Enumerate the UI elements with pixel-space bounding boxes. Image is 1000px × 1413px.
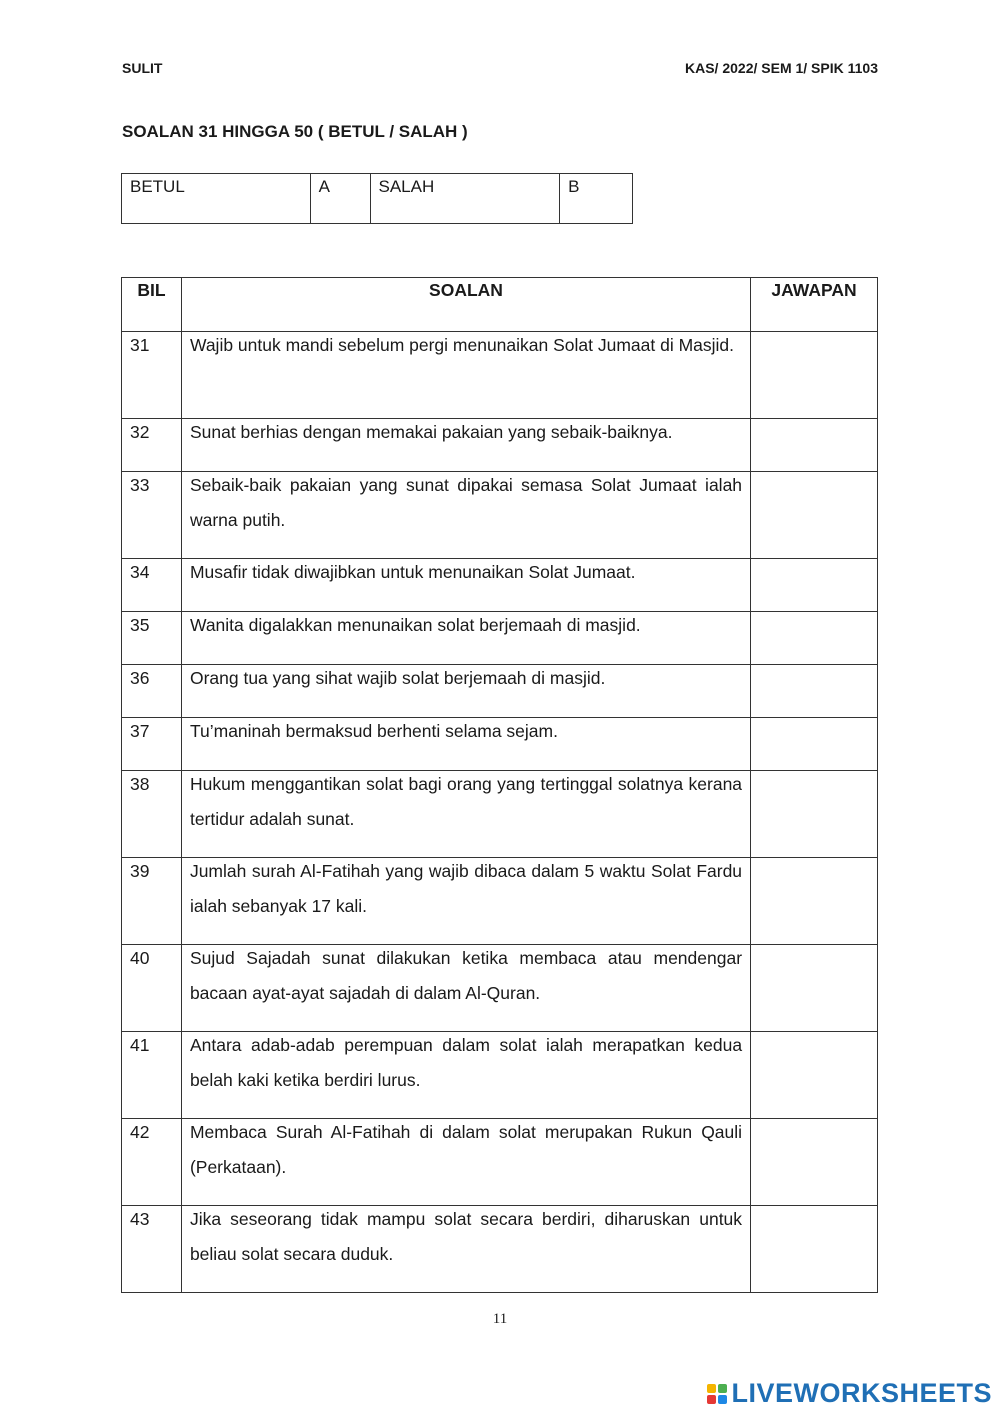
answer-cell[interactable] — [751, 332, 878, 419]
answer-cell[interactable] — [751, 1206, 878, 1293]
page-number: 11 — [492, 1311, 508, 1327]
mark-square — [718, 1395, 727, 1404]
liveworksheets-logo[interactable] — [707, 1378, 992, 1409]
question-number: 40 — [122, 945, 182, 1032]
betul-code: A — [310, 174, 370, 224]
table-row — [122, 472, 878, 559]
answer-key-table — [121, 173, 633, 224]
mark-square — [707, 1384, 716, 1393]
answer-cell[interactable] — [751, 945, 878, 1032]
betul-label: BETUL — [122, 174, 311, 224]
salah-code: B — [560, 174, 633, 224]
answer-cell[interactable] — [751, 771, 878, 858]
table-row — [122, 771, 878, 858]
mark-square — [718, 1384, 727, 1393]
answer-cell[interactable] — [751, 718, 878, 771]
question-number: 32 — [122, 419, 182, 472]
header-left: SULIT — [122, 60, 163, 76]
question-text: Jumlah surah Al-Fatihah yang wajib dibaca dalam 5 waktu Solat Fardu ialah sebanyak 17 kali. — [189, 861, 743, 916]
header-soalan: SOALAN — [181, 278, 750, 332]
table-row — [122, 1119, 878, 1206]
section-title: SOALAN 31 HINGGA 50 ( BETUL / SALAH ) — [122, 122, 468, 141]
questions-table — [121, 277, 878, 1293]
question-text: Tu’maninah bermaksud berhenti selama sejam. — [189, 721, 558, 741]
answer-cell[interactable] — [751, 1119, 878, 1206]
header-jawapan: JAWAPAN — [751, 278, 878, 332]
question-text: Membaca Surah Al-Fatihah di dalam solat merupakan Rukun Qauli (Perkataan). — [189, 1122, 743, 1177]
answer-cell[interactable] — [751, 612, 878, 665]
question-text: Antara adab-adab perempuan dalam solat ialah merapatkan kedua belah kaki ketika berdiri lurus. — [189, 1035, 743, 1090]
table-row — [122, 419, 878, 472]
question-text: Wajib untuk mandi sebelum pergi menunaikan Solat Jumaat di Masjid. — [189, 335, 735, 355]
liveworksheets-mark-icon — [707, 1384, 727, 1404]
table-row — [122, 332, 878, 419]
answer-cell[interactable] — [751, 559, 878, 612]
table-row — [122, 559, 878, 612]
mark-square — [707, 1395, 716, 1404]
question-text: Hukum menggantikan solat bagi orang yang tertinggal solatnya kerana tertidur adalah sunat. — [189, 774, 743, 829]
header-bil: BIL — [122, 278, 182, 332]
table-row — [122, 612, 878, 665]
question-text: Jika seseorang tidak mampu solat secara berdiri, diharuskan untuk beliau solat secara duduk. — [189, 1209, 743, 1264]
table-row — [122, 665, 878, 718]
question-text: Sebaik-baik pakaian yang sunat dipakai semasa Solat Jumaat ialah warna putih. — [189, 475, 743, 530]
question-number: 42 — [122, 1119, 182, 1206]
table-row — [122, 858, 878, 945]
question-number: 35 — [122, 612, 182, 665]
question-number: 38 — [122, 771, 182, 858]
question-text: Sunat berhias dengan memakai pakaian yang sebaik-baiknya. — [189, 422, 673, 442]
answer-cell[interactable] — [751, 472, 878, 559]
question-number: 43 — [122, 1206, 182, 1293]
answer-cell[interactable] — [751, 1032, 878, 1119]
answer-cell[interactable] — [751, 665, 878, 718]
table-row — [122, 718, 878, 771]
question-number: 34 — [122, 559, 182, 612]
table-row — [122, 945, 878, 1032]
question-number: 33 — [122, 472, 182, 559]
question-number: 36 — [122, 665, 182, 718]
question-number: 37 — [122, 718, 182, 771]
salah-label: SALAH — [370, 174, 560, 224]
question-number: 31 — [122, 332, 182, 419]
question-text: Orang tua yang sihat wajib solat berjemaah di masjid. — [189, 668, 606, 688]
table-header-row — [122, 278, 878, 332]
question-text: Wanita digalakkan menunaikan solat berjemaah di masjid. — [189, 615, 641, 635]
answer-cell[interactable] — [751, 419, 878, 472]
table-row — [122, 1206, 878, 1293]
question-number: 39 — [122, 858, 182, 945]
question-number: 41 — [122, 1032, 182, 1119]
question-text: Sujud Sajadah sunat dilakukan ketika membaca atau mendengar bacaan ayat-ayat sajadah di dalam Al-Quran. — [189, 948, 743, 1003]
question-text: Musafir tidak diwajibkan untuk menunaikan Solat Jumaat. — [189, 562, 636, 582]
table-row — [122, 1032, 878, 1119]
header-right: KAS/ 2022/ SEM 1/ SPIK 1103 — [685, 60, 878, 76]
answer-cell[interactable] — [751, 858, 878, 945]
brand-text: LIVEWORKSHEETS — [731, 1378, 992, 1408]
